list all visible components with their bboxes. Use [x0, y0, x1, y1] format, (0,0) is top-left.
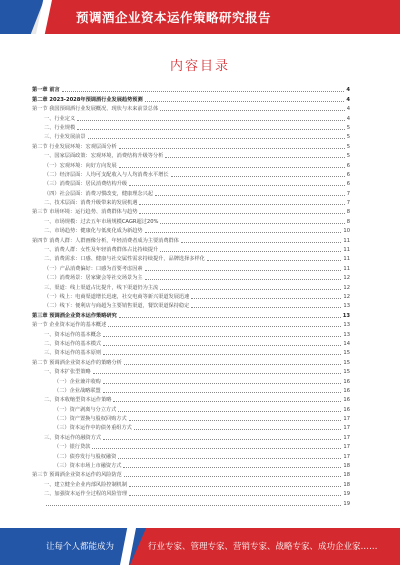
- toc-page-number: 16: [343, 397, 350, 404]
- toc-entry[interactable]: [32, 93, 350, 102]
- toc-leader-dots: [191, 307, 341, 308]
- toc-leader-dots: [77, 120, 345, 121]
- toc-entry-title: 一、行业定义: [44, 115, 76, 122]
- toc-entry-title: 一、资本扩张型策略: [44, 369, 91, 376]
- toc-leader-dots: [93, 373, 342, 374]
- toc-entry[interactable]: [32, 488, 350, 497]
- toc-page-number: 12: [343, 284, 350, 291]
- toc-page-number: 4: [346, 115, 350, 122]
- toc-leader-dots: [113, 401, 341, 402]
- toc-entry-title: （一）银行贷款: [54, 444, 91, 451]
- toc-entry-title: 二、资本收缩型资本运作策略: [44, 397, 112, 404]
- toc-leader-dots: [207, 260, 342, 261]
- toc-leader-dots: [119, 148, 345, 149]
- toc-leader-dots: [103, 354, 341, 355]
- toc-leader-dots: [123, 467, 341, 468]
- toc-entry[interactable]: [32, 328, 350, 337]
- toc-entry[interactable]: [32, 197, 350, 206]
- toc-page-number: 18: [343, 472, 350, 479]
- toc-entry-title: （四）社会层面：消费习惯改变，健康理念兴起: [44, 190, 153, 197]
- toc-page-number: 17: [343, 444, 350, 451]
- toc-entry[interactable]: [32, 385, 350, 394]
- toc-entry[interactable]: [32, 281, 350, 290]
- toc-entry[interactable]: [32, 150, 350, 159]
- toc-heading: 内容目录: [169, 59, 230, 74]
- toc-entry[interactable]: [32, 84, 350, 93]
- toc-entry-title: 第三节 预调酒企业资本运作的风险防范: [32, 472, 122, 479]
- footer-slogan-left: 让每个人都能成为: [46, 542, 115, 552]
- toc-leader-dots: [139, 213, 344, 214]
- toc-entry-title: 三、资本运作的融资方式: [44, 434, 102, 441]
- toc-entry[interactable]: [32, 309, 350, 318]
- toc-page-number: 17: [343, 453, 350, 460]
- toc-entry-title: （一）线上：电商渠道增长迅速，社交电商等新兴渠道发展迅速: [44, 293, 190, 300]
- toc-page-number: 15: [343, 369, 350, 376]
- toc-entry[interactable]: [32, 394, 350, 403]
- toc-entry-title: （一）宏观环境：向好方向发展: [44, 162, 117, 169]
- toc-entry[interactable]: [32, 422, 350, 431]
- toc-page-number: 16: [343, 406, 350, 413]
- toc-page-number: 17: [343, 434, 350, 441]
- toc-entry[interactable]: [32, 122, 350, 131]
- toc-leader-dots: [155, 195, 345, 196]
- toc-entry[interactable]: [32, 375, 350, 384]
- toc-page-number: 6: [346, 171, 350, 178]
- toc-page-number: 5: [346, 134, 350, 141]
- toc-page-number: 4: [346, 87, 350, 94]
- toc-entry-title: 二、资本运作的基本模式: [44, 340, 102, 347]
- toc-leader-dots: [119, 317, 341, 318]
- toc-entry[interactable]: [32, 291, 350, 300]
- footer-slogan-right: 行业专家、管理专家、营销专家、战略专家、成功企业家……: [148, 542, 378, 552]
- toc-entry[interactable]: [32, 103, 350, 112]
- toc-entry-title: 二、市场趋势：健康化与低度化成为新趋势: [44, 228, 143, 235]
- toc-page-number: 17: [343, 416, 350, 423]
- toc-leader-dots: [129, 185, 345, 186]
- toc-page-number: 4: [346, 106, 350, 113]
- toc-entry-title: 第三节 市场环境：运行趋势、消费群体与趋势: [32, 209, 138, 216]
- toc-page-number: 11: [343, 237, 350, 244]
- toc-page-number: 16: [343, 378, 350, 385]
- toc-entry-title: 第一章 前言: [32, 87, 60, 94]
- toc-page-number: 10: [343, 228, 350, 235]
- toc-leader-dots: [103, 336, 341, 337]
- toc-page-number: 13: [343, 303, 350, 310]
- toc-entry-title: （二）企业战略联盟: [54, 387, 101, 394]
- toc-entry[interactable]: [32, 469, 350, 478]
- toc-entry[interactable]: [32, 169, 350, 178]
- toc-leader-dots: [145, 270, 342, 271]
- toc-entry-title: 一、资本运作的基本概念: [44, 331, 102, 338]
- toc-entry-title: 第二节 预调酒企业资本运作的策略分析: [32, 359, 122, 366]
- toc-entry-title: 三、行业发展前景: [44, 134, 86, 141]
- toc-leader-dots: [181, 242, 341, 243]
- toc-page-number: 5: [346, 143, 350, 150]
- toc-page-number: 8: [346, 218, 350, 225]
- toc-page-number: 15: [343, 359, 350, 366]
- toc-entry[interactable]: [32, 356, 350, 365]
- toc-leader-dots: [62, 91, 345, 92]
- toc-page-number: 5: [346, 153, 350, 160]
- toc-leader-dots: [103, 345, 341, 346]
- table-of-contents: [32, 84, 350, 507]
- toc-page-number: 14: [343, 340, 350, 347]
- toc-leader-dots: [139, 204, 344, 205]
- toc-entry[interactable]: [32, 178, 350, 187]
- toc-entry[interactable]: [32, 319, 350, 328]
- toc-leader-dots: [108, 326, 341, 327]
- toc-leader-dots: [46, 505, 341, 506]
- toc-page-number: 11: [343, 256, 350, 263]
- toc-entry[interactable]: [32, 244, 350, 253]
- toc-entry-title: 三、渠道：线上渠道占比提升，线下渠道仍为主流: [44, 284, 159, 291]
- toc-entry-title: （一）企业兼并收购: [54, 378, 101, 385]
- toc-entry[interactable]: [32, 215, 350, 224]
- toc-leader-dots: [160, 110, 345, 111]
- toc-entry-title: 一、国家层面政策：宏观环境，消费结构升级等分析: [44, 153, 164, 160]
- toc-entry[interactable]: [32, 441, 350, 450]
- toc-leader-dots: [129, 495, 341, 496]
- toc-leader-dots: [92, 448, 341, 449]
- toc-leader-dots: [160, 223, 344, 224]
- toc-entry[interactable]: [32, 159, 350, 168]
- toc-entry[interactable]: [32, 206, 350, 215]
- toc-leader-dots: [160, 289, 341, 290]
- toc-entry[interactable]: [32, 497, 350, 506]
- toc-entry[interactable]: [32, 131, 350, 140]
- report-title: 预调酒企业资本运作策略研究报告: [76, 10, 272, 25]
- toc-entry-title: 第二节 行业发展环境：宏观层面分析: [32, 143, 117, 150]
- toc-leader-dots: [88, 138, 345, 139]
- toc-entry[interactable]: [32, 234, 350, 243]
- toc-page-number: 6: [346, 162, 350, 169]
- toc-page-number: 13: [342, 312, 350, 319]
- toc-entry-title: （三）资本运作中的债务重组方式: [54, 425, 132, 432]
- toc-entry-title: 二、加强资本运作全过程的风险管理: [44, 491, 128, 498]
- toc-page-number: 12: [343, 275, 350, 282]
- toc-leader-dots: [124, 476, 342, 477]
- toc-entry-title: （三）消费层面：居民消费结构升级: [44, 181, 128, 188]
- toc-entry[interactable]: [32, 460, 350, 469]
- toc-entry[interactable]: [32, 112, 350, 121]
- toc-entry-title: 二、消费需求：口感、健康与社交属性需求持续提升，品牌选择多样化: [44, 256, 205, 263]
- toc-entry[interactable]: [32, 338, 350, 347]
- toc-leader-dots: [124, 364, 342, 365]
- toc-page-number: 18: [343, 463, 350, 470]
- toc-entry-title: 第一节 我国预调酒行业发展概况、现状与未来前景总体: [32, 106, 159, 113]
- toc-entry-title: （二）消费场景：居家聚会等社交场景为主: [44, 275, 143, 282]
- toc-entry[interactable]: [32, 225, 350, 234]
- report-header-bar: [0, 0, 400, 34]
- toc-entry[interactable]: [32, 253, 350, 262]
- toc-page-number: 7: [346, 200, 350, 207]
- toc-entry-title: （二）资产置换与股权回购方式: [54, 416, 127, 423]
- toc-page-number: 16: [343, 387, 350, 394]
- toc-leader-dots: [119, 167, 345, 168]
- toc-entry[interactable]: [32, 366, 350, 375]
- toc-entry-title: 第二章 2023-2028年预调酒行业发展趋势预测: [32, 96, 143, 103]
- toc-entry-title: 第三章 预调酒企业资本运作策略研究: [32, 312, 117, 319]
- toc-page-number: 13: [343, 322, 350, 329]
- toc-leader-dots: [77, 129, 345, 130]
- toc-leader-dots: [145, 101, 345, 102]
- toc-entry[interactable]: [32, 140, 350, 149]
- toc-entry-title: （二）经济层面：人均可支配收入与人均消费水平增长: [44, 171, 169, 178]
- toc-leader-dots: [134, 429, 342, 430]
- toc-leader-dots: [160, 251, 341, 252]
- toc-page-number: 7: [346, 190, 350, 197]
- toc-leader-dots: [118, 411, 341, 412]
- toc-entry[interactable]: [32, 431, 350, 440]
- toc-entry[interactable]: [32, 413, 350, 422]
- toc-leader-dots: [103, 439, 341, 440]
- toc-entry[interactable]: [32, 262, 350, 271]
- toc-entry[interactable]: [32, 478, 350, 487]
- toc-entry-title: 一、消费人群：女性及年轻消费群体占比持续提升: [44, 247, 159, 254]
- toc-entry[interactable]: [32, 187, 350, 196]
- toc-leader-dots: [165, 157, 344, 158]
- toc-page-number: 8: [346, 209, 350, 216]
- toc-page-number: 6: [346, 181, 350, 188]
- toc-entry-title: 二、行业规模: [44, 124, 76, 131]
- toc-leader-dots: [145, 279, 342, 280]
- toc-page-number: 19: [343, 491, 350, 498]
- toc-entry-title: （二）债券发行与股权融资: [54, 453, 117, 460]
- toc-entry[interactable]: [32, 450, 350, 459]
- toc-page-number: 4: [346, 96, 350, 103]
- toc-entry-title: 二、技术层面：消费升级带来的发展机遇: [44, 200, 138, 207]
- toc-page-number: 11: [343, 265, 350, 272]
- toc-page-number: 12: [343, 293, 350, 300]
- toc-page-number: 19: [343, 500, 350, 507]
- toc-leader-dots: [129, 486, 341, 487]
- toc-leader-dots: [145, 232, 342, 233]
- toc-entry-title: （二）线下：便利店与商超为主要销售渠道，餐饮渠道保持稳定: [44, 303, 190, 310]
- toc-entry-title: （三）资本市场上市融资方式: [54, 463, 122, 470]
- toc-entry-title: （一）资产剥离与分立方式: [54, 406, 117, 413]
- toc-entry-title: 一、建立健全企业内部风险控制机制: [44, 481, 128, 488]
- toc-leader-dots: [171, 176, 345, 177]
- toc-leader-dots: [103, 383, 342, 384]
- toc-leader-dots: [118, 458, 341, 459]
- toc-leader-dots: [103, 392, 342, 393]
- toc-leader-dots: [129, 420, 342, 421]
- toc-entry-title: 一、市场规模：过去五年市场规模CAGR超过20%: [44, 218, 159, 225]
- toc-leader-dots: [191, 298, 341, 299]
- toc-entry[interactable]: [32, 347, 350, 356]
- toc-page-number: 13: [343, 331, 350, 338]
- toc-page-number: 11: [343, 247, 350, 254]
- toc-entry[interactable]: [32, 272, 350, 281]
- toc-entry-title: 三、资本运作的基本原则: [44, 350, 102, 357]
- toc-entry[interactable]: [32, 300, 350, 309]
- toc-page-number: 18: [343, 481, 350, 488]
- toc-entry[interactable]: [32, 403, 350, 412]
- toc-entry-title: 第四节 消费人群：人群画像分析，年轻消费者成为主要消费群体: [32, 237, 179, 244]
- toc-page-number: 15: [343, 350, 350, 357]
- toc-entry-title: 第一节 企业资本运作的基本概述: [32, 322, 107, 329]
- toc-page-number: 17: [343, 425, 350, 432]
- toc-entry-title: （一）产品消费偏好：口感为首要考虑因素: [44, 265, 143, 272]
- toc-page-number: 5: [346, 124, 350, 131]
